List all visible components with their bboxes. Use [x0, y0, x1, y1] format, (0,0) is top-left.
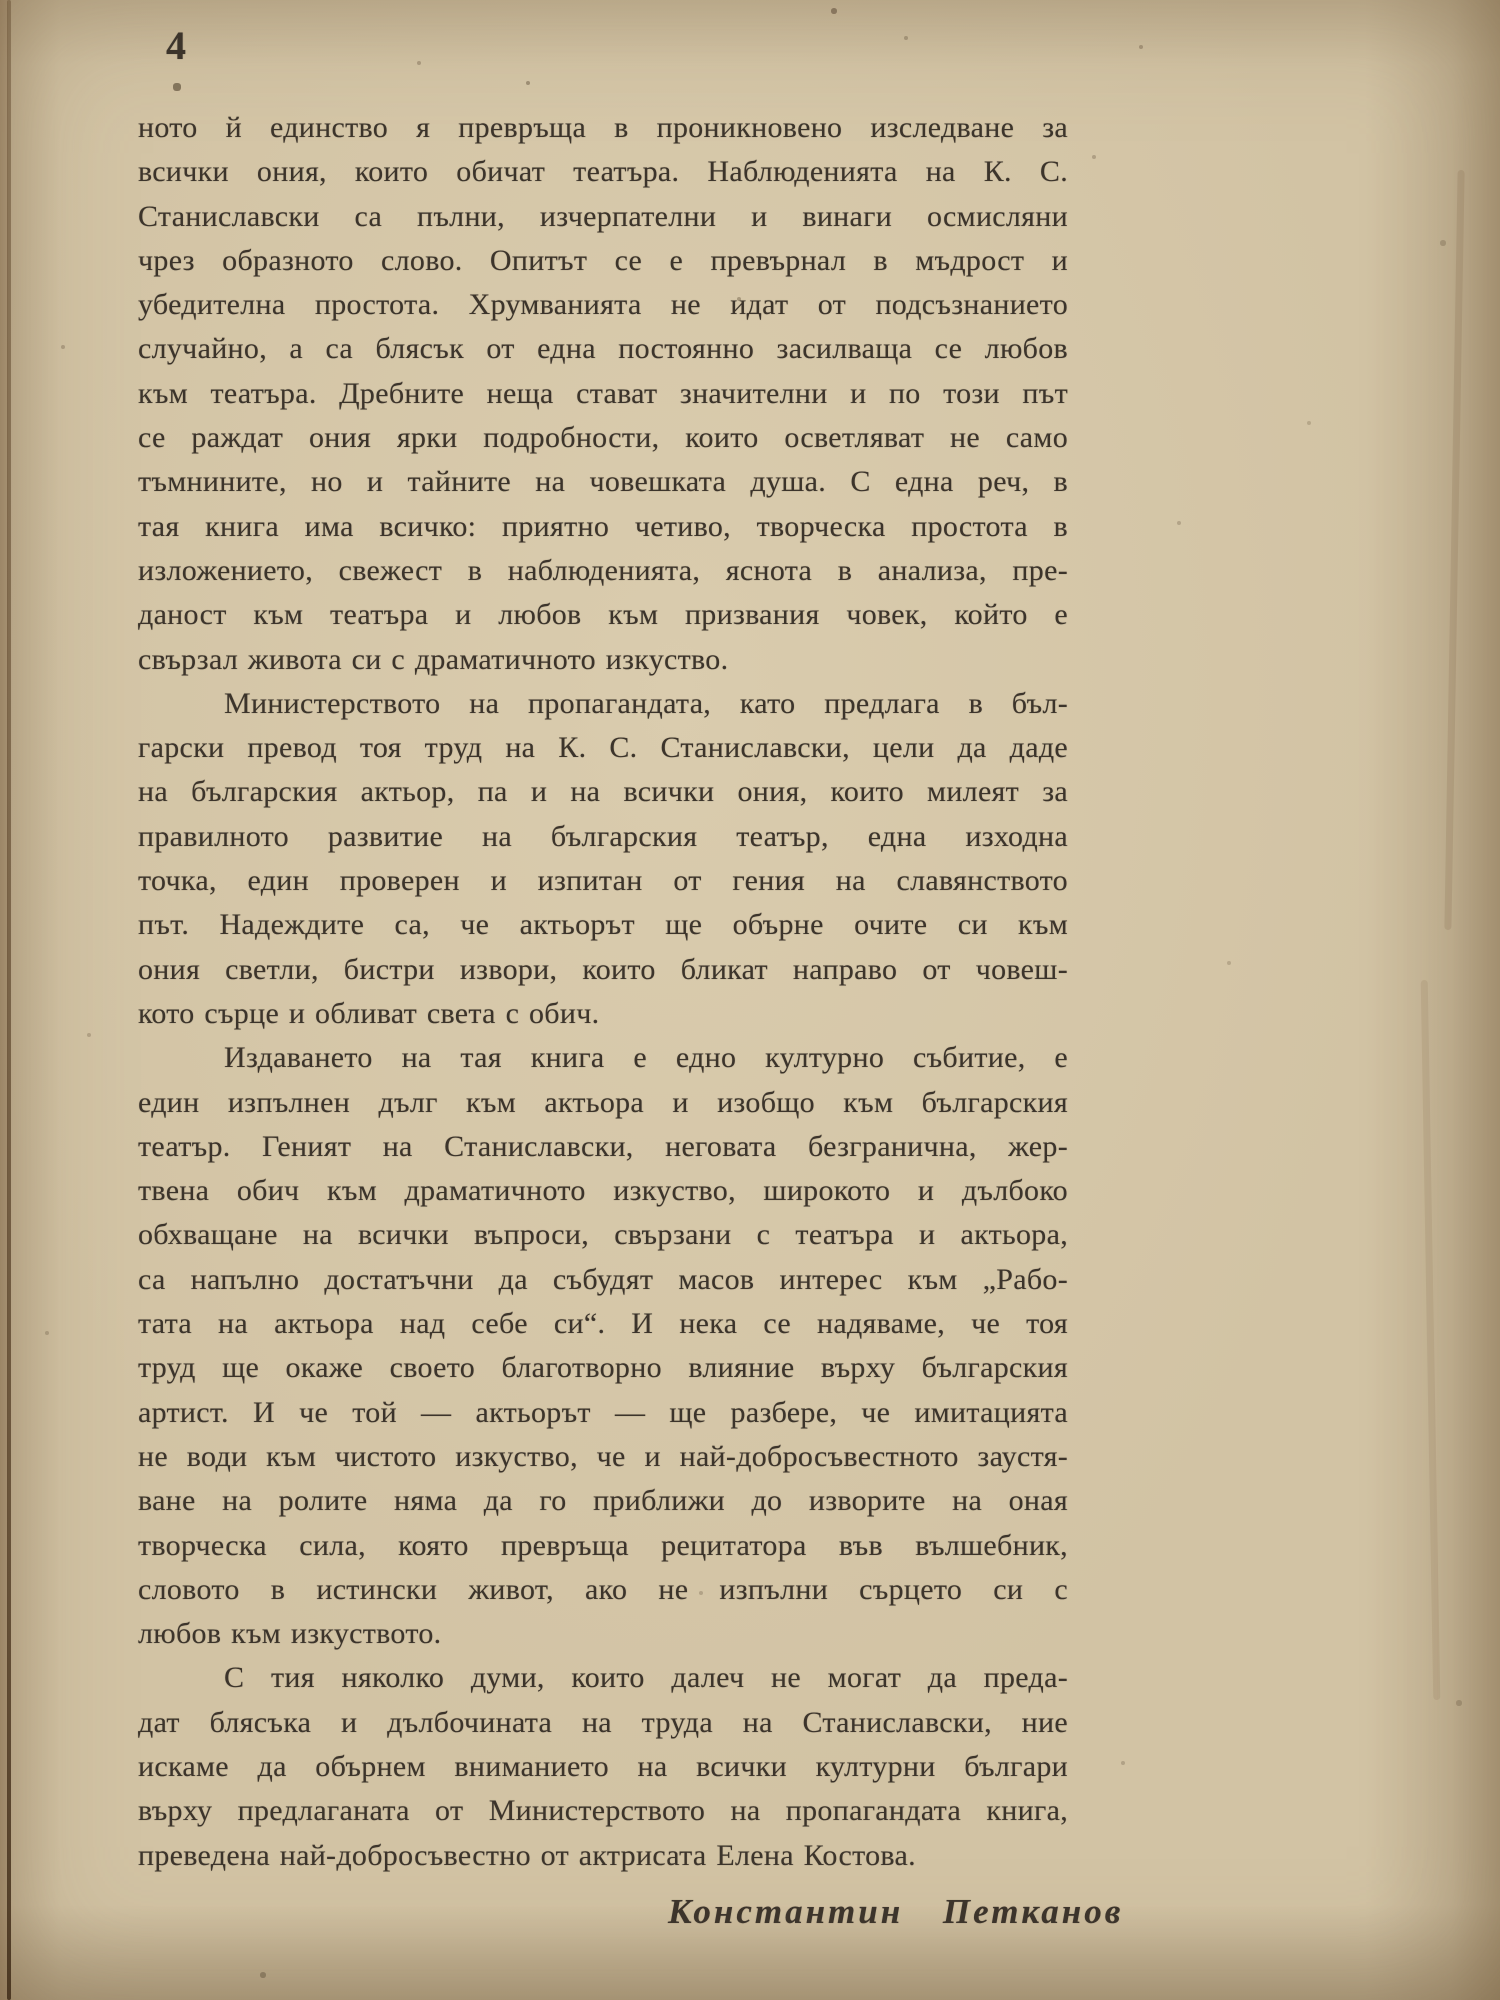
text-line: случайно, а са блясък от една постоянно засилваща се любов — [138, 332, 1068, 366]
text-line: ония светли, бистри извори, които бликат направо от човеш- — [138, 952, 1068, 986]
author-signature: Константин Петканов — [668, 1892, 1124, 1931]
page-number: 4 — [166, 23, 187, 68]
text-line: Издаването на тая книга е едно културно събитие, е — [224, 1041, 1068, 1075]
text-line: ното й единство я превръща в проникновено изследване за — [138, 111, 1068, 144]
text-line: се раждат ония ярки подробности, които осветляват не само — [138, 421, 1068, 455]
text-line: върху предлаганата от Министерството на пропагандата книга, — [138, 1794, 1068, 1828]
text-line: даност към театъра и любов към призвания човек, който е — [138, 598, 1068, 632]
text-line: чрез образното слово. Опитът се е превърнал в мъдрост и — [138, 243, 1068, 277]
text-line: Министерството на пропагандата, като предлага в бъл- — [224, 686, 1068, 720]
text-line: правилното развитие на българския театър, една изходна — [138, 819, 1068, 853]
text-line: любов към изкуството. — [138, 1617, 442, 1651]
text-line: са напълно достатъчни да събудят масов интерес към „Рабо- — [138, 1262, 1068, 1296]
text-line: не води към чистото изкуство, че и най-добросъвестното заустя- — [138, 1439, 1068, 1473]
text-line: всички ония, които обичат театъра. Наблюденията на К. С. — [138, 155, 1068, 189]
text-line: гарски превод тоя труд на К. С. Станиславски, цели да даде — [138, 731, 1068, 765]
paper-speckles — [0, 0, 2, 2]
text-line: убедителна простота. Хрумванията не идат от подсъзнанието — [138, 288, 1068, 322]
text-line: тая книга има всичко: приятно четиво, творческа простота в — [138, 509, 1068, 543]
text-line: изложението, свежест в наблюденията, яснота в анализа, пре- — [138, 553, 1068, 587]
text-line: С тия няколко думи, които далеч не могат да преда- — [224, 1661, 1068, 1695]
text-line: Станиславски са пълни, изчерпателни и винаги осмисляни — [138, 199, 1068, 233]
text-line: на българския актьор, па и на всички ония, които милеят за — [138, 775, 1068, 809]
text-line: обхващане на всички въпроси, свързани с театъра и актьора, — [138, 1218, 1068, 1252]
text-line: труд ще окаже своето благотворно влияние върху българския — [138, 1351, 1068, 1385]
text-line: преведена най-добросъвестно от актрисата Елена Костова. — [138, 1838, 916, 1872]
text-line: към театъра. Дребните неща стават значителни и по този път — [138, 376, 1068, 410]
text-line: творческа сила, която превръща рецитатора във вълшебник, — [138, 1528, 1068, 1562]
text-line: свързал живота си с драматичното изкуство. — [138, 642, 729, 676]
text-line: словото в истински живот, ако не изпълни сърцето си с — [138, 1572, 1068, 1606]
text-line: ване на ролите няма да го приближи до изворите на оная — [138, 1484, 1068, 1518]
paper-crease — [1444, 170, 1464, 930]
text-line: дат блясъка и дълбочината на труда на Станиславски, ние — [138, 1705, 1068, 1739]
text-line: тата на актьора над себе си“. И нека се надяваме, че тоя — [138, 1307, 1068, 1341]
page-fold-line — [7, 0, 11, 2000]
text-line: твена обич към драматичното изкуство, широкото и дълбоко — [138, 1174, 1068, 1208]
text-line: точка, един проверен и изпитан от гения на славянството — [138, 864, 1068, 898]
text-line: един изпълнен дълг към актьора и изобщо към българския — [138, 1085, 1068, 1119]
text-line: искаме да обърнем вниманието на всички културни българи — [138, 1749, 1068, 1783]
page-text — [138, 106, 1068, 1878]
text-line: кото сърце и обливат света с обич. — [138, 996, 600, 1030]
text-line: тъмнините, но и тайните на човешката душа. С една реч, в — [138, 465, 1068, 499]
text-line: театър. Геният на Станиславски, неговата безгранична, жер- — [138, 1129, 1068, 1163]
text-line: път. Надеждите са, че актьорът ще обърне очите си към — [138, 908, 1068, 942]
paper-crease — [1421, 980, 1441, 1700]
text-line: артист. И че той — актьорът — ще разбере, че имитацията — [138, 1395, 1068, 1429]
